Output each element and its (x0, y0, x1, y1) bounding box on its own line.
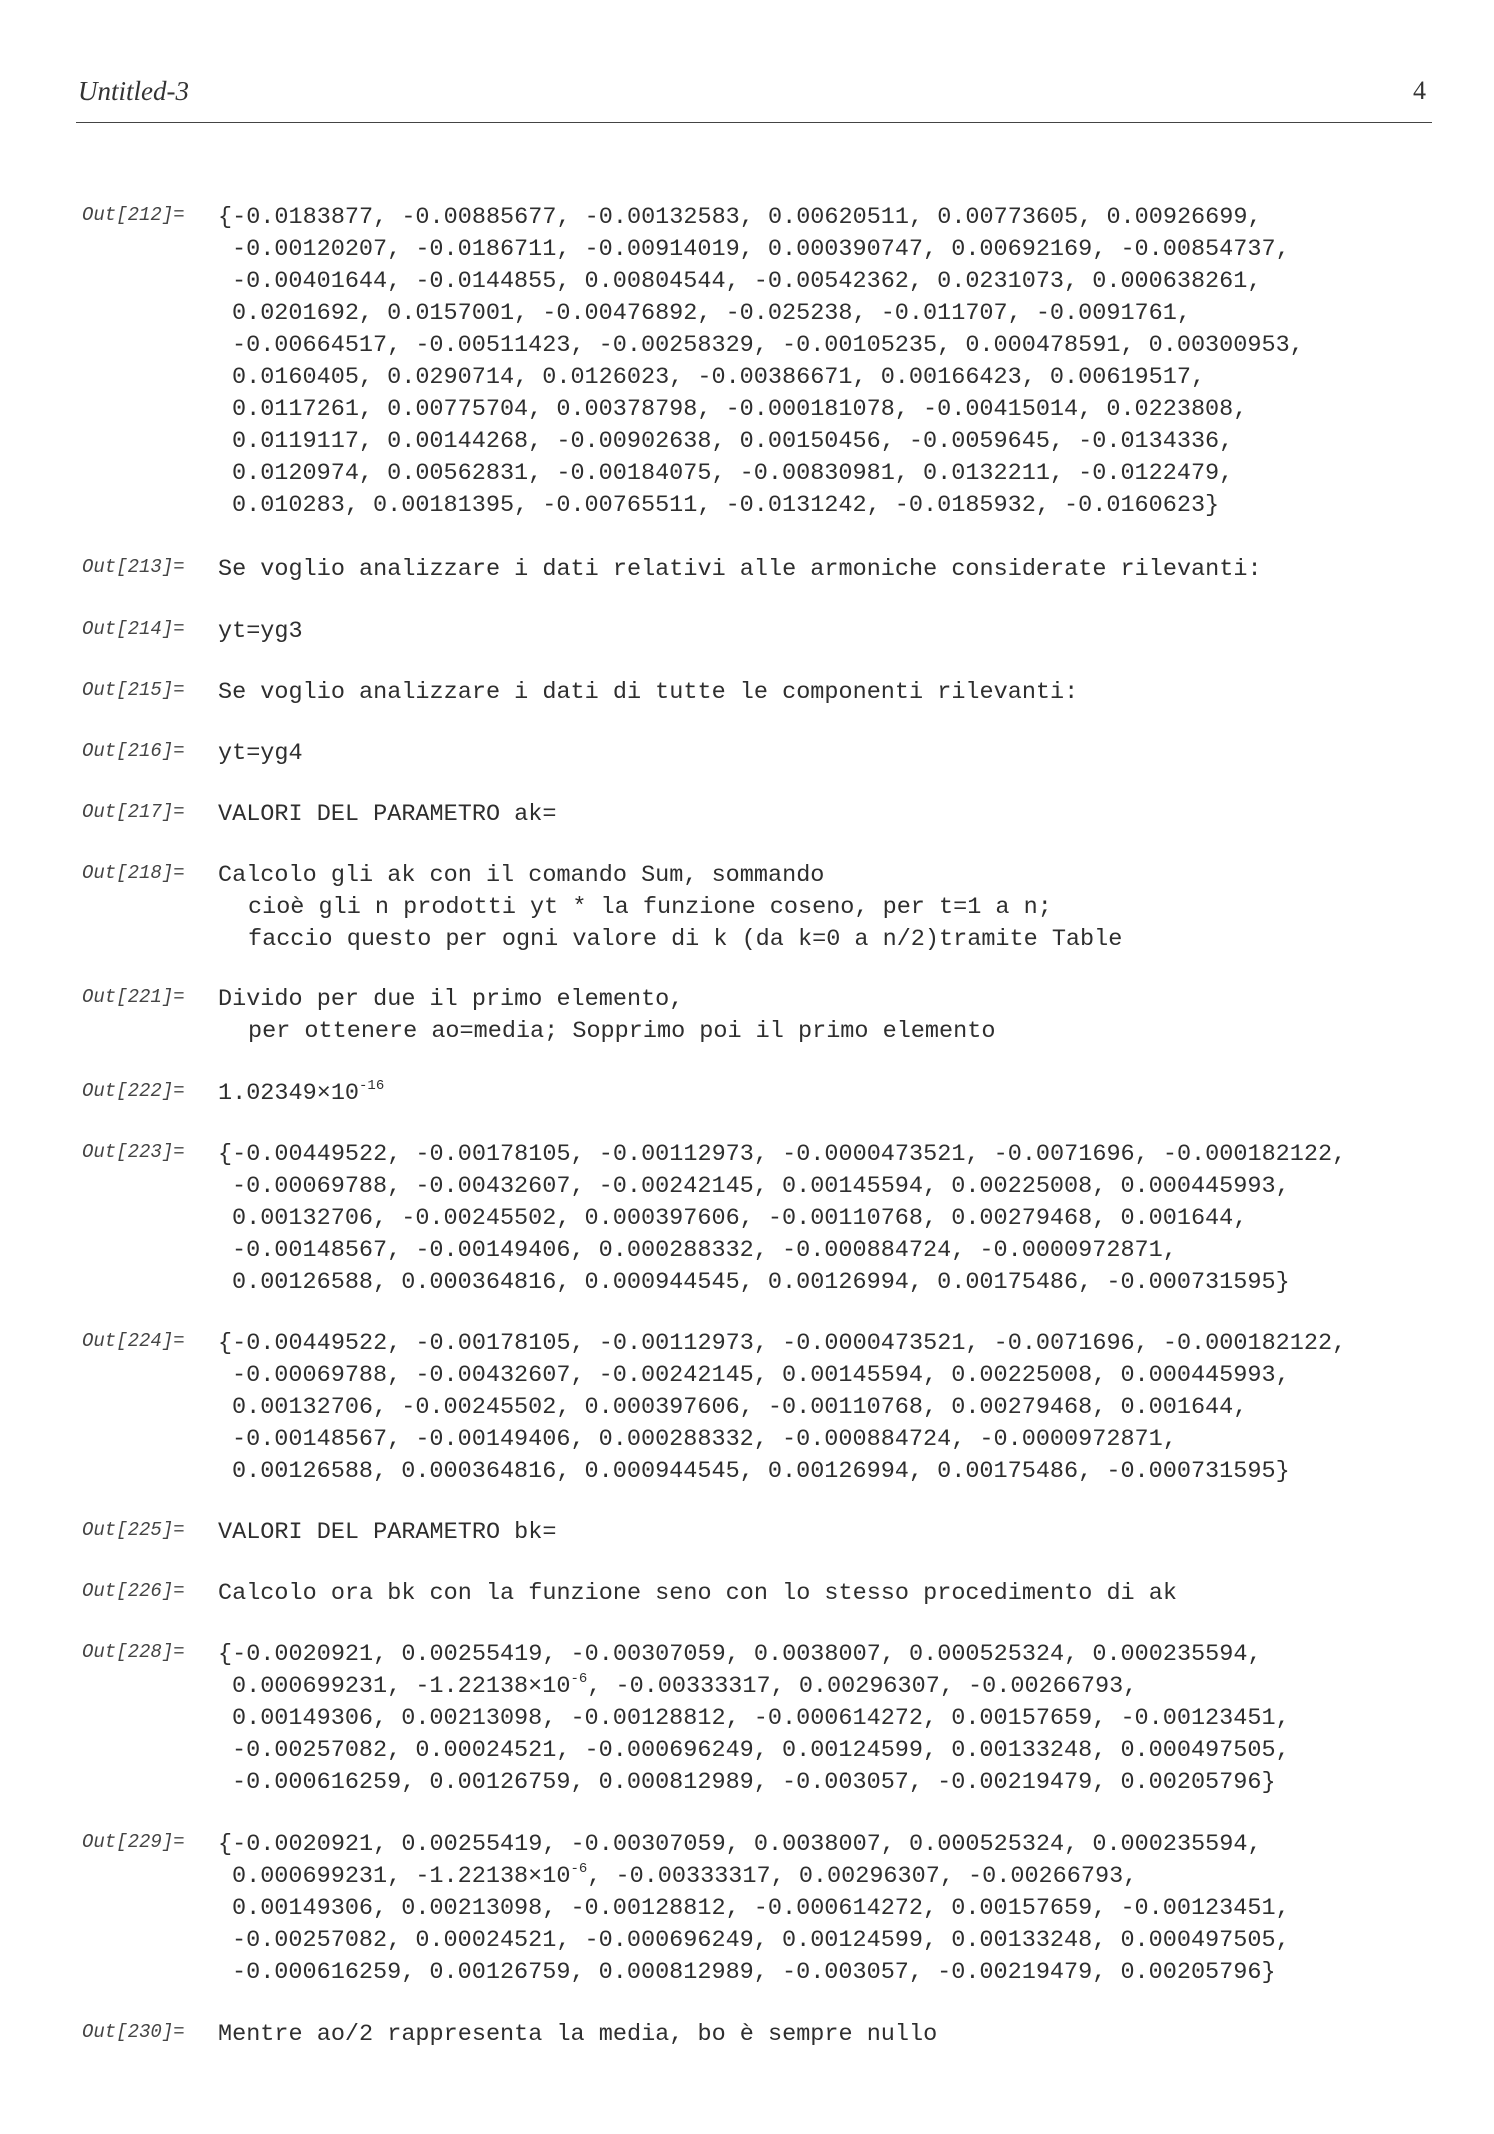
cell-line: cioè gli n prodotti yt * la funzione coseno, per t=1 a n; (248, 894, 1052, 921)
cell-line: Divido per due il primo elemento, (218, 986, 684, 1013)
cell-label: Out[221]= (82, 986, 185, 1008)
cell-content (218, 1829, 1290, 1989)
cell-line: 0.000699231, $-1.22138\times 10^{-6}$, -0.00333317, 0.00296307, -0.00266793, (232, 1671, 1138, 1700)
cell-line: 0.0201692, 0.0157001, -0.00476892, -0.025238, -0.011707, -0.0091761, (232, 300, 1191, 327)
cell-line: 0.0120974, 0.00562831, -0.00184075, -0.00830981, 0.0132211, -0.0122479, (232, 460, 1234, 487)
cell-line: $1.02349\times 10^{-16}$ (218, 1078, 385, 1107)
cell-line: 0.00132706, -0.00245502, 0.000397606, -0.00110768, 0.00279468, 0.001644, (232, 1394, 1248, 1421)
cell-label: Out[225]= (82, 1519, 185, 1541)
cell-line: 0.010283, 0.00181395, -0.00765511, -0.0131242, -0.0185932, -0.0160623} (232, 492, 1220, 519)
cell-label: Out[224]= (82, 1330, 185, 1352)
cell-label: Out[222]= (82, 1080, 185, 1102)
cell-line: -0.00148567, -0.00149406, 0.000288332, -0.000884724, -0.0000972871, (232, 1237, 1177, 1264)
cell-content (218, 1578, 1177, 1610)
cell-label: Out[226]= (82, 1580, 185, 1602)
cell-label: Out[213]= (82, 556, 185, 578)
cell-line: yt=yg4 (218, 740, 303, 767)
cell-content (218, 799, 556, 831)
cell-line: VALORI DEL PARAMETRO ak= (218, 801, 557, 828)
exponent: -16 (359, 1078, 385, 1094)
cell-line: -0.00069788, -0.00432607, -0.00242145, 0.00145594, 0.00225008, 0.000445993, (232, 1173, 1290, 1200)
cell-content (218, 616, 303, 648)
cell-line: Se voglio analizzare i dati di tutte le componenti rilevanti: (218, 679, 1079, 706)
cell-content (218, 202, 1304, 522)
cell-content (218, 984, 995, 1048)
cell-line: 0.0117261, 0.00775704, 0.00378798, -0.000181078, -0.00415014, 0.0223808, (232, 396, 1248, 423)
cell-content (218, 554, 1262, 586)
cell-line: {-0.0020921, 0.00255419, -0.00307059, 0.0038007, 0.000525324, 0.000235594, (218, 1831, 1262, 1858)
cell-line: -0.00401644, -0.0144855, 0.00804544, -0.00542362, 0.0231073, 0.000638261, (232, 268, 1262, 295)
cell-label: Out[215]= (82, 679, 185, 701)
exponent: -6 (570, 1671, 588, 1687)
cell-line: -0.000616259, 0.00126759, 0.000812989, -0.003057, -0.00219479, 0.00205796} (232, 1769, 1276, 1796)
cell-line: -0.00257082, 0.00024521, -0.000696249, 0.00124599, 0.00133248, 0.000497505, (232, 1927, 1290, 1954)
cell-label: Out[212]= (82, 204, 185, 226)
cell-label: Out[214]= (82, 618, 185, 640)
cell-content (218, 1328, 1346, 1488)
cell-line: -0.00148567, -0.00149406, 0.000288332, -0.000884724, -0.0000972871, (232, 1426, 1177, 1453)
cell-line: 0.00126588, 0.000364816, 0.000944545, 0.00126994, 0.00175486, -0.000731595} (232, 1269, 1290, 1296)
cell-content (218, 2019, 937, 2051)
cell-line: VALORI DEL PARAMETRO bk= (218, 1519, 557, 1546)
cell-label: Out[229]= (82, 1831, 185, 1853)
cell-line: 0.00126588, 0.000364816, 0.000944545, 0.00126994, 0.00175486, -0.000731595} (232, 1458, 1290, 1485)
cell-line: per ottenere ao=media; Sopprimo poi il primo elemento (248, 1018, 996, 1045)
cell-line: 0.00132706, -0.00245502, 0.000397606, -0.00110768, 0.00279468, 0.001644, (232, 1205, 1248, 1232)
cell-line: Mentre ao/2 rappresenta la media, bo è sempre nullo (218, 2021, 938, 2048)
cell-line: 0.00149306, 0.00213098, -0.00128812, -0.000614272, 0.00157659, -0.00123451, (232, 1895, 1290, 1922)
cell-line: 0.0119117, 0.00144268, -0.00902638, 0.00150456, -0.0059645, -0.0134336, (232, 428, 1234, 455)
cell-line: -0.00069788, -0.00432607, -0.00242145, 0.00145594, 0.00225008, 0.000445993, (232, 1362, 1290, 1389)
cell-label: Out[230]= (82, 2021, 185, 2043)
cell-line: {-0.0183877, -0.00885677, -0.00132583, 0.00620511, 0.00773605, 0.00926699, (218, 204, 1262, 231)
cell-label: Out[216]= (82, 740, 185, 762)
cell-line: Calcolo gli ak con il comando Sum, sommando (218, 862, 825, 889)
cell-line: {-0.0020921, 0.00255419, -0.00307059, 0.0038007, 0.000525324, 0.000235594, (218, 1641, 1262, 1668)
cell-line: 0.0160405, 0.0290714, 0.0126023, -0.00386671, 0.00166423, 0.00619517, (232, 364, 1206, 391)
cell-line: 0.00149306, 0.00213098, -0.00128812, -0.000614272, 0.00157659, -0.00123451, (232, 1705, 1290, 1732)
cell-content (218, 1139, 1346, 1299)
cell-content (218, 1639, 1290, 1799)
document-title: Untitled-3 (78, 76, 189, 106)
cell-line: -0.00664517, -0.00511423, -0.00258329, -0.00105235, 0.000478591, 0.00300953, (232, 332, 1304, 359)
cell-content (218, 677, 1078, 709)
cell-label: Out[218]= (82, 862, 185, 884)
cell-label: Out[223]= (82, 1141, 185, 1163)
cell-content (218, 1517, 556, 1549)
cell-line: faccio questo per ogni valore di k (da k=0 a n/2)tramite Table (248, 926, 1123, 953)
cell-label: Out[228]= (82, 1641, 185, 1663)
cell-content (218, 1078, 384, 1110)
cell-content (218, 738, 303, 770)
cell-line: -0.00257082, 0.00024521, -0.000696249, 0.00124599, 0.00133248, 0.000497505, (232, 1737, 1290, 1764)
cell-line: yt=yg3 (218, 618, 303, 645)
exponent: -6 (570, 1861, 588, 1877)
cell-line: {-0.00449522, -0.00178105, -0.00112973, -0.0000473521, -0.0071696, -0.000182122, (218, 1141, 1347, 1168)
cell-line: 0.000699231, $-1.22138\times 10^{-6}$, -0.00333317, 0.00296307, -0.00266793, (232, 1861, 1138, 1890)
cell-line: -0.000616259, 0.00126759, 0.000812989, -0.003057, -0.00219479, 0.00205796} (232, 1959, 1276, 1986)
cell-label: Out[217]= (82, 801, 185, 823)
page-header (76, 76, 1432, 123)
cell-content (218, 860, 1122, 956)
cell-line: -0.00120207, -0.0186711, -0.00914019, 0.000390747, 0.00692169, -0.00854737, (232, 236, 1290, 263)
page-number: 4 (1413, 76, 1426, 105)
cell-line: {-0.00449522, -0.00178105, -0.00112973, -0.0000473521, -0.0071696, -0.000182122, (218, 1330, 1347, 1357)
cell-line: Calcolo ora bk con la funzione seno con lo stesso procedimento di ak (218, 1580, 1177, 1607)
cell-line: Se voglio analizzare i dati relativi alle armoniche considerate rilevanti: (218, 556, 1262, 583)
